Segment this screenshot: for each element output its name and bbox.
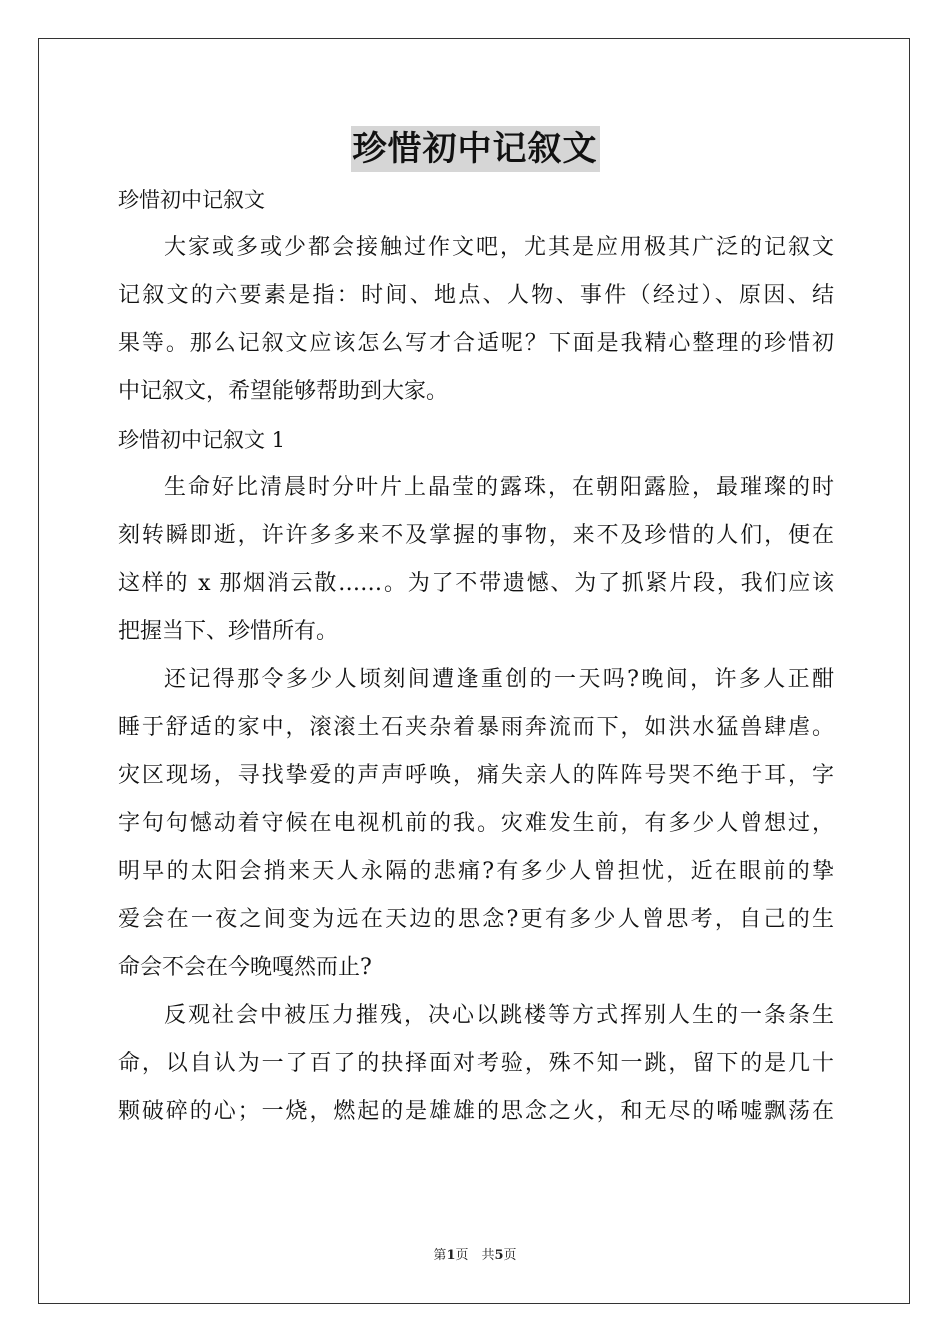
title-container [0,126,950,172]
intro-line: 记叙文的六要素是指：时间、地点、人物、事件（经过）、原因、结 [118,283,834,308]
intro-line: 大家或多或少都会接触过作文吧，尤其是应用极其广泛的记叙文 [164,235,834,260]
document-body [118,176,834,1136]
document-title: 珍惜初中记叙文 [351,126,600,172]
paragraph-line: 这样的 x 那烟消云散……。为了不带遗憾、为了抓紧片段，我们应该 [118,571,834,596]
paragraph-line: 灾区现场，寻找挚爱的声声呼唤，痛失亲人的阵阵号哭不绝于耳，字 [118,763,834,788]
paragraph-line: 生命好比清晨时分叶片上晶莹的露珠，在朝阳露脸，最璀璨的时 [164,475,834,500]
paragraph-line: 命会不会在今晚嘎然而止? [118,955,372,980]
paragraph-line: 还记得那令多少人顷刻间遭逢重创的一天吗?晚间，许多人正酣 [164,667,834,692]
paragraph-line: 命，以自认为一了百了的抉择面对考验，殊不知一跳，留下的是几十 [118,1051,834,1076]
intro-line: 果等。那么记叙文应该怎么写才合适呢？下面是我精心整理的珍惜初 [118,331,834,356]
paragraph-line: 颗破碎的心；一烧，燃起的是雄雄的思念之火，和无尽的唏嘘飘荡在 [118,1099,834,1124]
paragraph-line: 睡于舒适的家中，滚滚土石夹杂着暴雨奔流而下，如洪水猛兽肆虐。 [118,715,834,740]
document-subtitle: 珍惜初中记叙文 [118,188,265,212]
section-heading: 珍惜初中记叙文 1 [118,428,286,452]
footer-prefix: 第 [433,1248,447,1263]
intro-line: 中记叙文，希望能够帮助到大家。 [118,379,449,404]
footer-mid: 页 共 [455,1248,495,1263]
paragraph-line: 爱会在一夜之间变为远在天边的思念?更有多少人曾思考，自己的生 [118,907,834,932]
paragraph-line: 反观社会中被压力摧残，决心以跳楼等方式挥别人生的一条条生 [164,1003,834,1028]
paragraph-line: 字句句憾动着守候在电视机前的我。灾难发生前，有多少人曾想过， [118,811,834,836]
footer-total-pages: 5 [494,1248,504,1263]
paragraph-line: 把握当下、珍惜所有。 [118,619,339,644]
paragraph-line: 明早的太阳会捎来天人永隔的悲痛?有多少人曾担忧，近在眼前的挚 [118,859,834,884]
page-footer [0,1244,950,1263]
paragraph-line: 刻转瞬即逝，许许多多来不及掌握的事物，来不及珍惜的人们，便在 [118,523,834,548]
footer-suffix: 页 [503,1248,517,1263]
footer-current-page: 1 [446,1248,456,1263]
